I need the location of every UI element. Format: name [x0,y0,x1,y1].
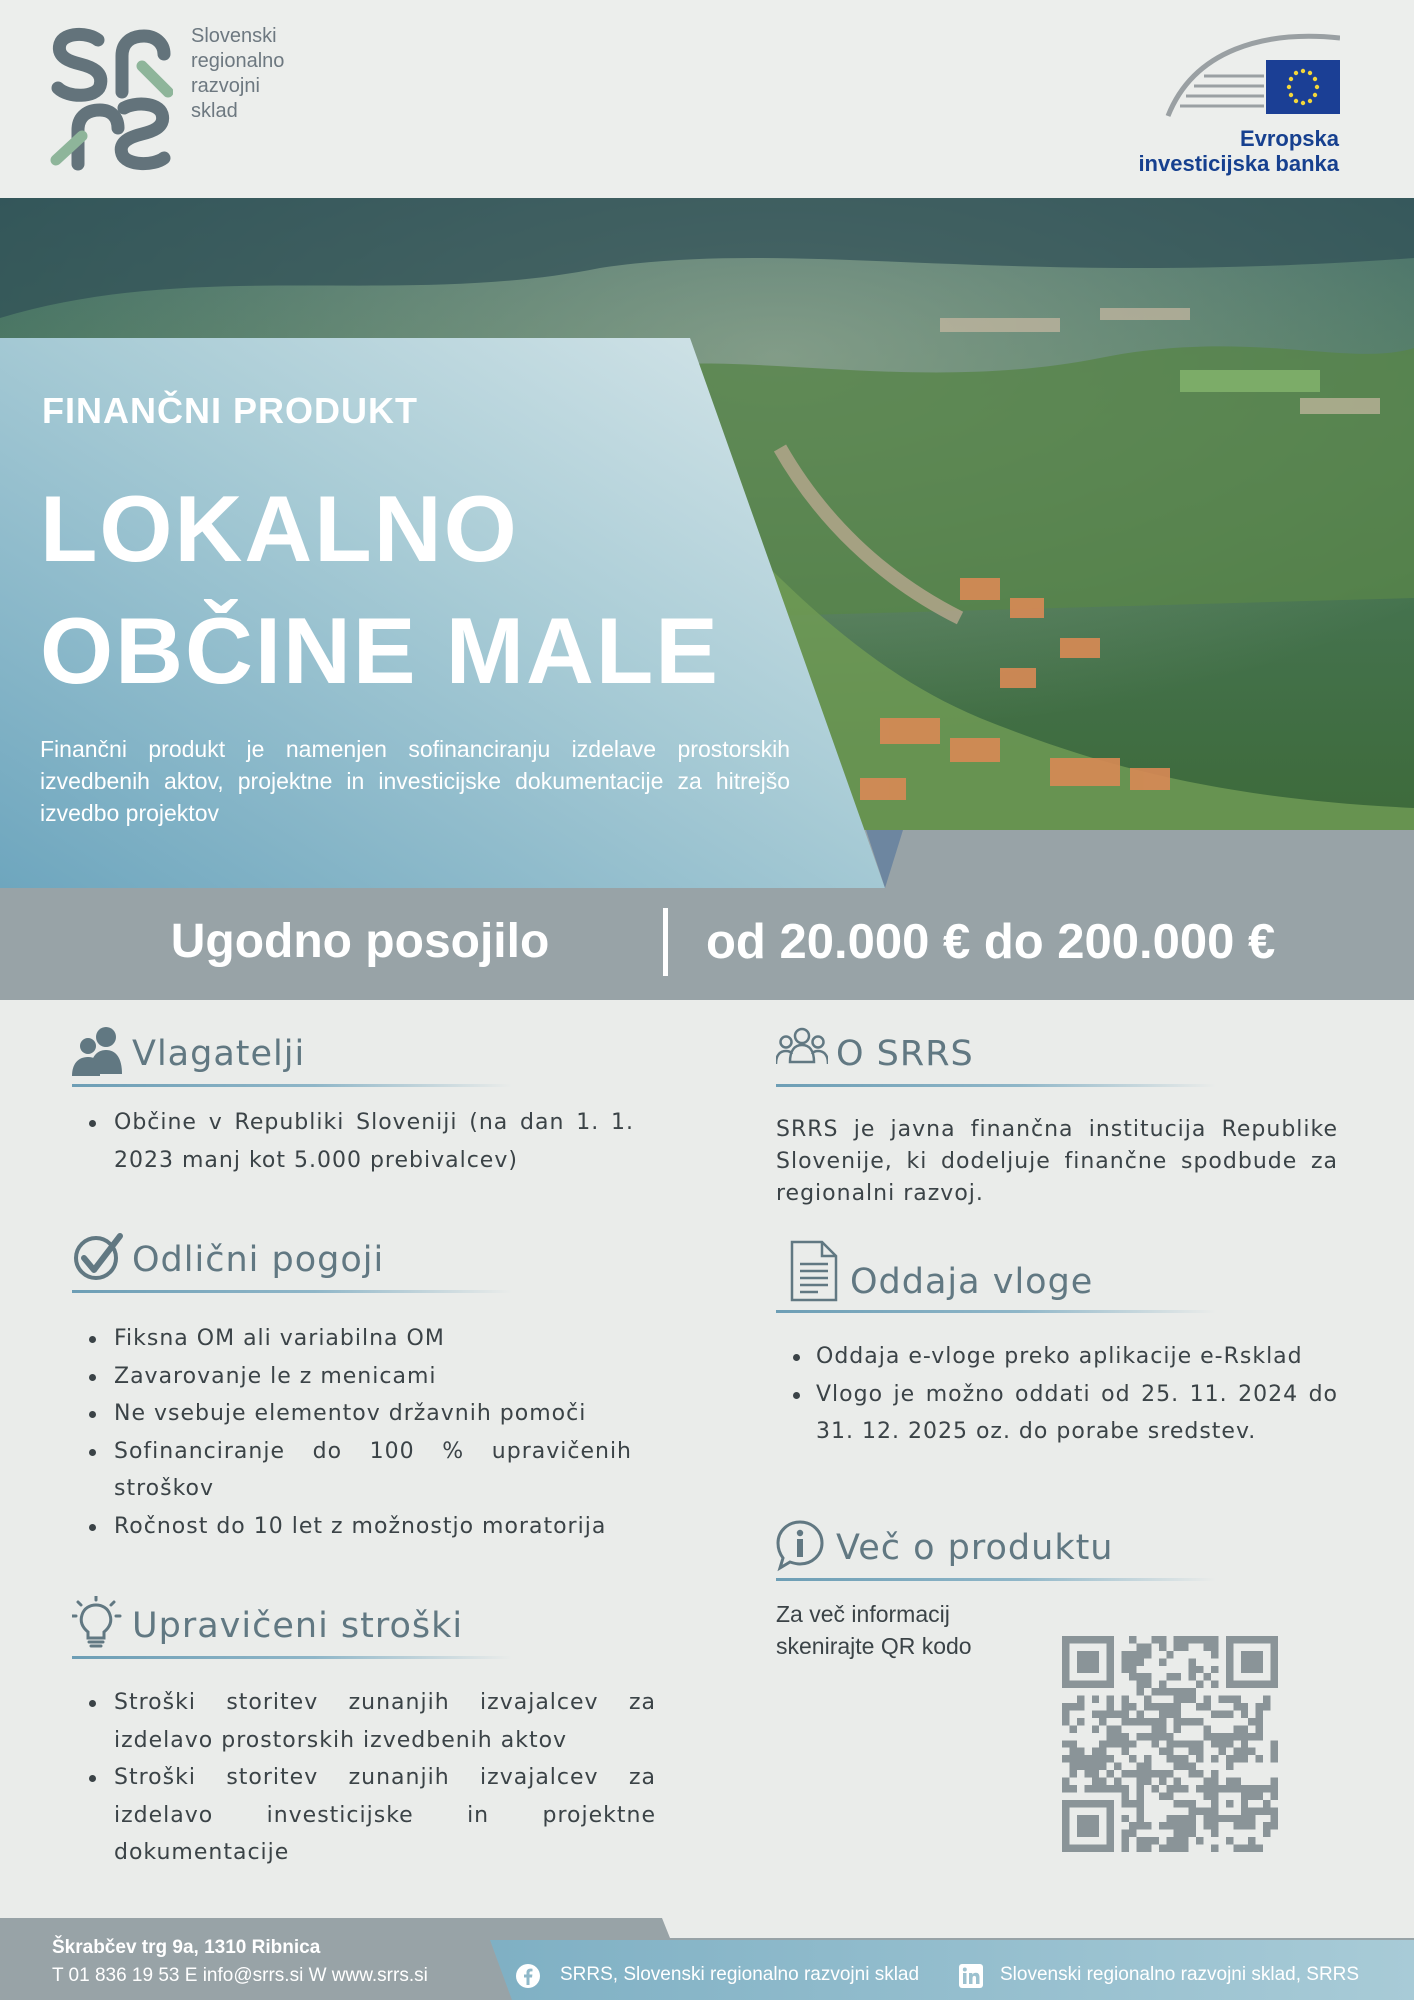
footer-contact: T 01 836 19 53 E info@srrs.si W www.srrs.si [52,1965,428,1986]
section-pogoji [72,1230,652,1545]
section-oddaja [776,1240,1338,1451]
list-item: Stroški storitev zunanjih izvajalcev za izdelavo prostorskih izvedbenih aktov [72,1684,656,1759]
section-title: Več o produktu [836,1528,1114,1568]
eib-logo-icon [1164,30,1340,120]
qr-code-icon[interactable] [1062,1636,1278,1852]
list-item: Oddaja e-vloge preko aplikacije e-Rsklad [776,1338,1338,1376]
section-title: Upravičeni stroški [132,1606,464,1646]
list-item: Zavarovanje le z menicami [72,1358,632,1396]
users-icon [72,1024,124,1078]
hero [0,198,1414,1000]
pogoji-list [72,1320,632,1545]
eib-name: Evropska investicijska banka [1138,126,1339,176]
qr-instructions: Za več informacij skenirajte QR kodo [776,1601,972,1659]
page-footer [0,1918,1414,2000]
list-item: Občine v Republiki Sloveniji (na dan 1. 1. 2023 manj kot 5.000 prebivalcev) [72,1104,634,1179]
facebook-icon[interactable] [515,1963,541,1989]
section-title: O SRRS [836,1034,974,1074]
document-icon [790,1240,838,1302]
stroski-list [72,1684,656,1872]
about-srrs-text: SRRS je javna finančna institucija Republike Slovenije, ki dodeljuje finančne spodbude za regionalni razvoj. [776,1117,1338,1206]
loan-amount: od 20.000 € do 200.000 € [706,915,1276,969]
section-stroski [72,1596,672,1872]
vlagatelji-list [72,1104,634,1179]
product-eyebrow: FINANČNI PRODUKT [42,390,418,431]
linkedin-link[interactable]: Slovenski regionalno razvojni sklad, SRRS [1000,1964,1360,1985]
list-item: Vlogo je možno oddati od 25. 11. 2024 do 31. 12. 2025 oz. do porabe sredstev. [776,1376,1338,1451]
section-vec [776,1518,1338,1588]
list-item: Stroški storitev zunanjih izvajalcev za izdelavo investicijske in projektne dokumentacije [72,1759,656,1872]
product-title: LOKALNO OBČINE MALE [40,476,720,703]
loan-banner [0,888,1414,1000]
product-lead: Finančni produkt je namenjen sofinanciranju izdelave prostorskih izvedbenih aktov, projektne in investicijske dokumentacije za hitrejšo izvedbo projektov [40,736,790,826]
section-title: Vlagatelji [132,1034,306,1074]
srrs-logo-icon [48,26,173,171]
section-title: Odlični pogoji [132,1240,385,1280]
group-icon [776,1024,828,1078]
info-icon [776,1518,828,1572]
list-item: Fiksna OM ali variabilna OM [72,1320,632,1358]
oddaja-list [776,1338,1338,1451]
section-vlagatelji [72,1024,632,1179]
list-item: Sofinanciranje do 100 % upravičenih stroškov [72,1433,632,1508]
loan-type: Ugodno posojilo [170,915,550,968]
banner-divider [663,908,668,976]
page-header [0,0,1414,198]
linkedin-icon[interactable] [958,1963,984,1989]
checkmark-circle-icon [72,1230,124,1284]
footer-address: Škrabčev trg 9a, 1310 Ribnica [52,1937,321,1958]
facebook-link[interactable]: SRRS, Slovenski regionalno razvojni sklad [560,1964,920,1985]
list-item: Ne vsebuje elementov državnih pomoči [72,1395,632,1433]
list-item: Ročnost do 10 let z možnostjo moratorija [72,1508,632,1546]
lightbulb-icon [72,1596,124,1650]
section-o-srrs [776,1024,1338,1210]
srrs-name: Slovenski regionalno razvojni sklad [191,25,285,122]
section-title: Oddaja vloge [850,1262,1094,1302]
